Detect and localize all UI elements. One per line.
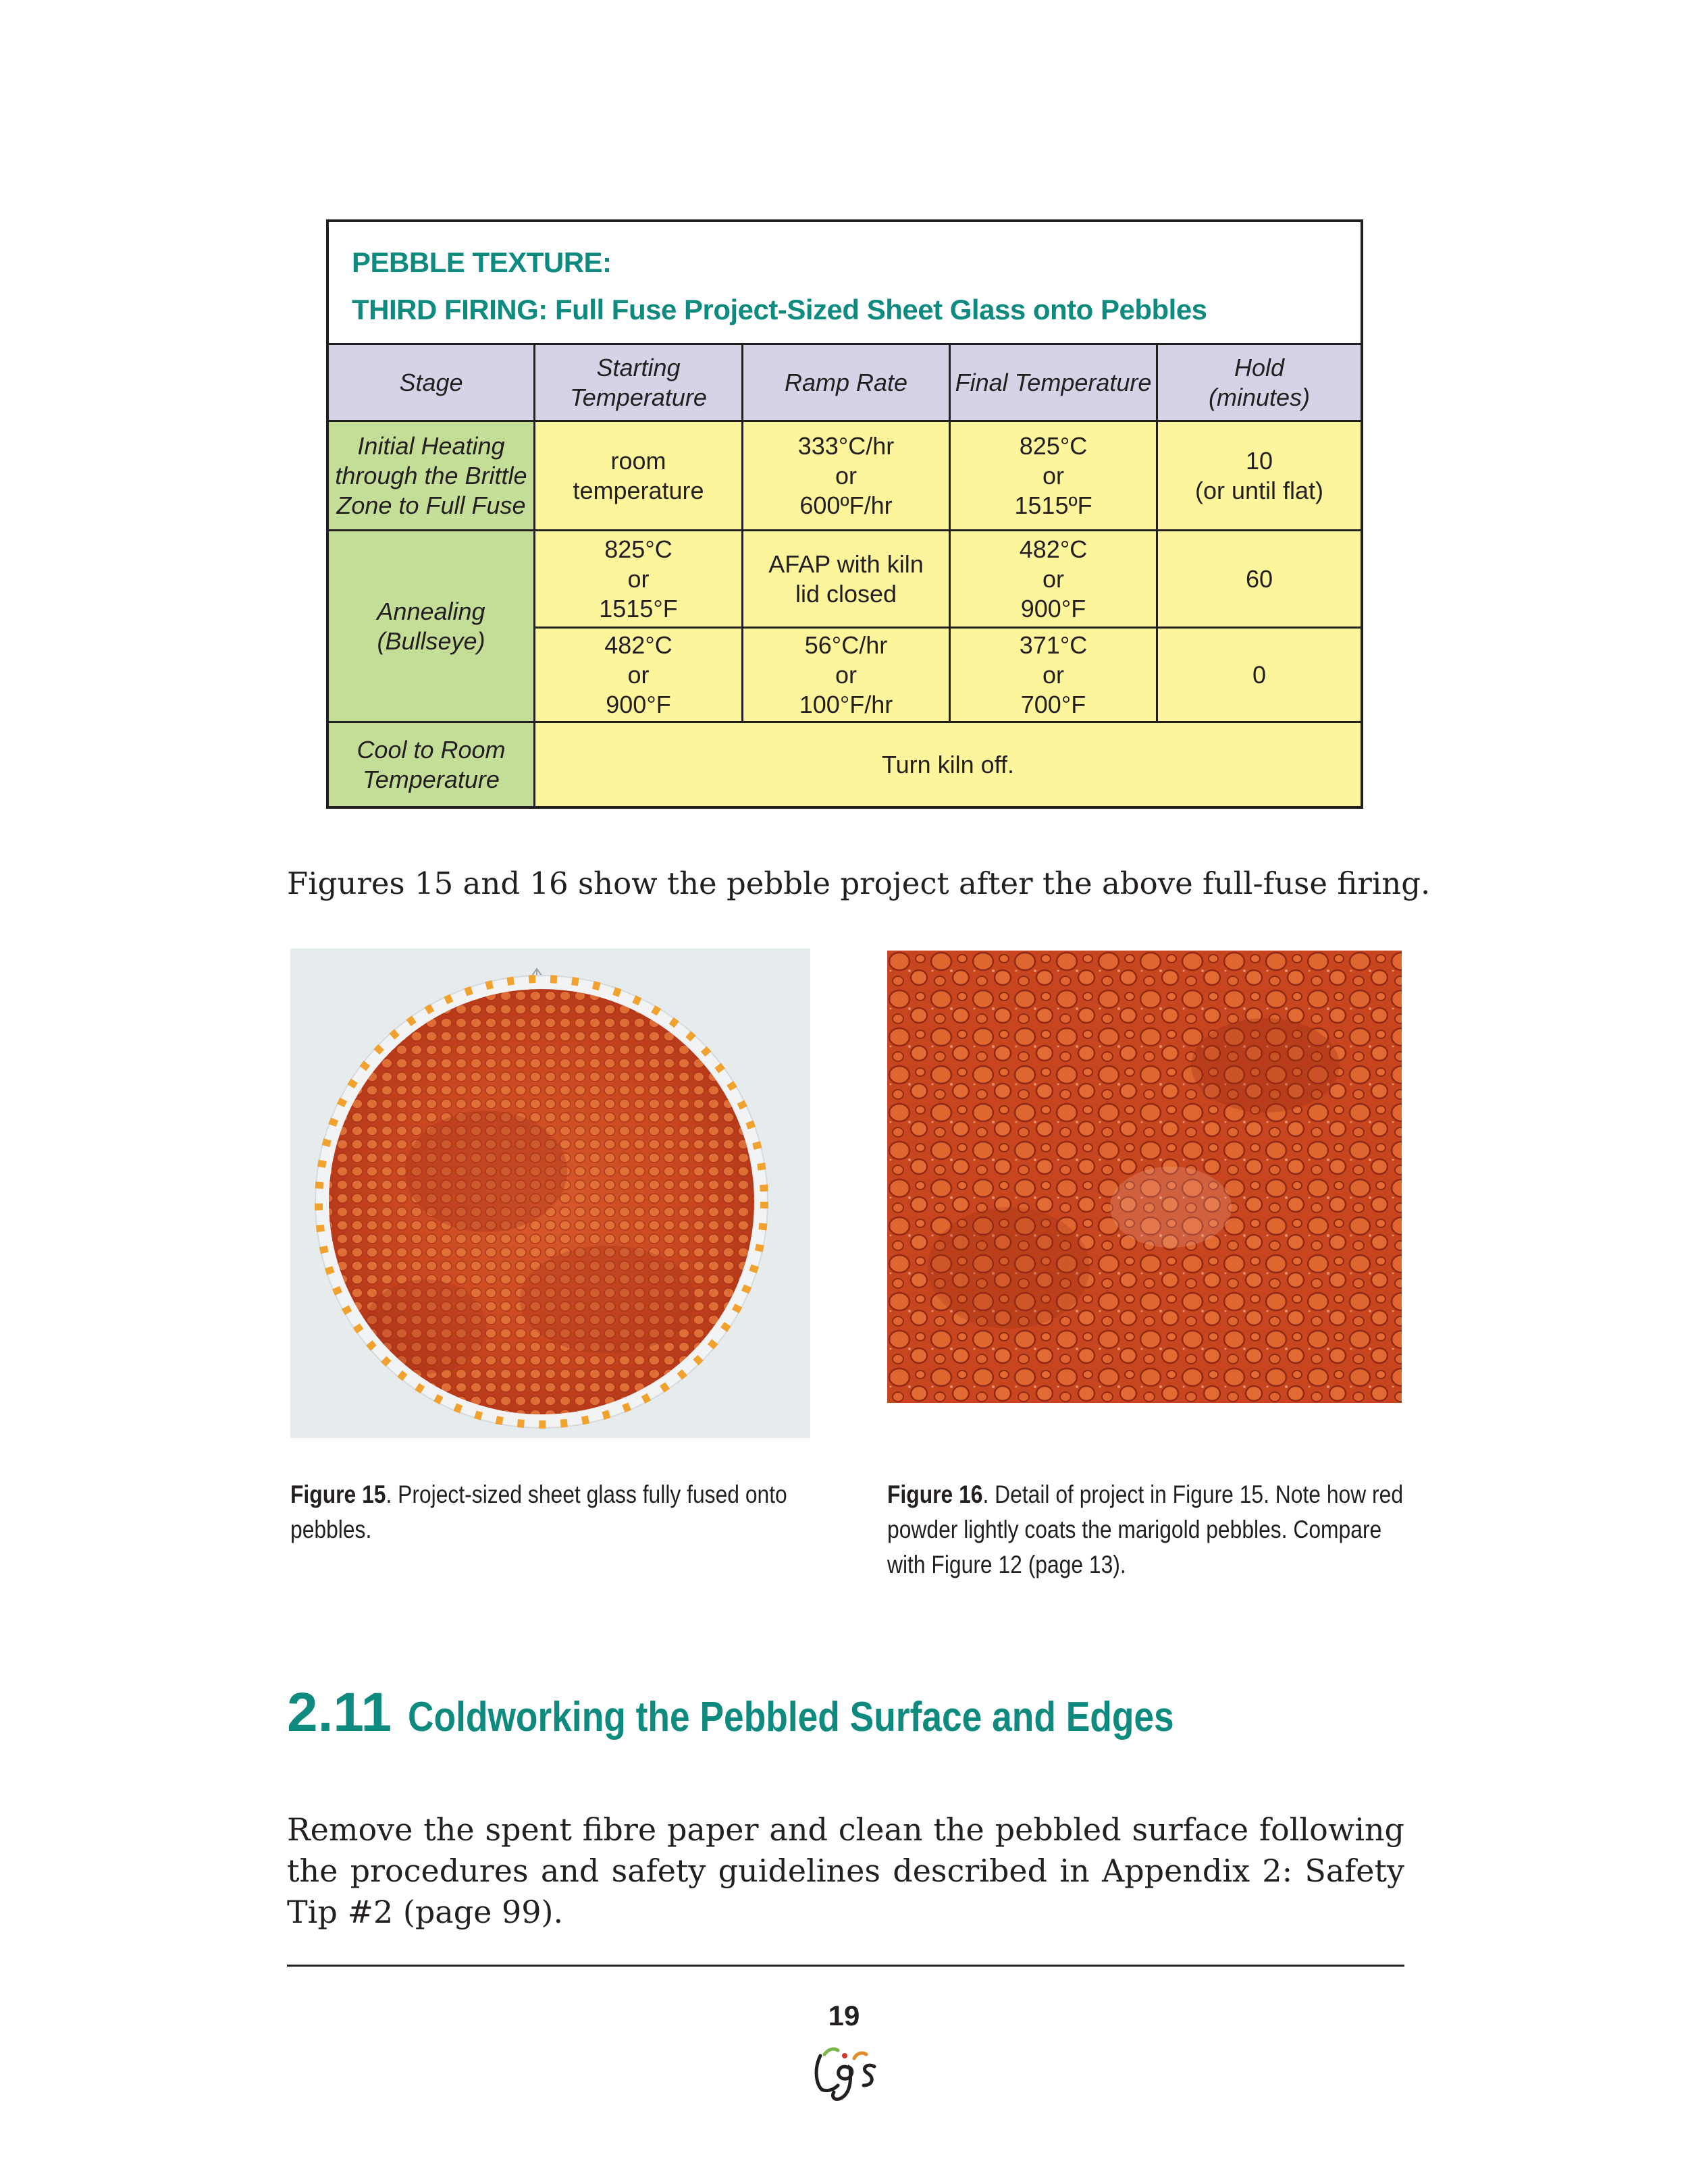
table-cell: AFAP with kiln lid closed <box>743 531 951 629</box>
footer-rule <box>287 1965 1404 1967</box>
table-cell: 825°C or 1515ºF <box>951 422 1158 531</box>
figure-16-image <box>887 951 1402 1403</box>
table-cell: 482°C or 900°F <box>535 629 743 723</box>
table-title-line2: THIRD FIRING: Full Fuse Project-Sized Sheet Glass onto Pebbles <box>352 294 1207 325</box>
fused-disc-photo <box>290 949 810 1438</box>
cool-action-cell: Turn kiln off. <box>535 723 1361 806</box>
figure-16-caption <box>887 1477 1410 1582</box>
body-paragraph: Remove the spent fibre paper and clean the pebbled surface following the procedures and safety guidelines described in Appendix 2: Safety Tip #2 (page 99). <box>287 1811 1404 1930</box>
figure-16-caption-text: . Detail of project in Figure 15. Note how red powder lightly coats the marigold pebbles. Compare with Figure 12 (page 13). <box>887 1481 1404 1578</box>
table-title-line1: PEBBLE TEXTURE: <box>352 246 612 278</box>
figure-15-caption-text: . Project-sized sheet glass fully fused onto pebbles. <box>290 1481 787 1543</box>
page-number: 19 <box>828 2000 860 2031</box>
stage-cool: Cool to Room Temperature <box>329 723 535 806</box>
table-title-box <box>329 222 1361 345</box>
figure-15-image <box>290 949 810 1438</box>
table-cell: 60 <box>1158 531 1361 629</box>
pebble-detail-photo <box>887 951 1402 1403</box>
table-cell: 825°C or 1515°F <box>535 531 743 629</box>
section-number: 2.11 <box>287 1682 392 1743</box>
table-cell: 482°C or 900°F <box>951 531 1158 629</box>
table-cell: 333°C/hr or 600ºF/hr <box>743 422 951 531</box>
header-hold: Hold (minutes) <box>1158 345 1361 422</box>
table-cell: 56°C/hr or 100°F/hr <box>743 629 951 723</box>
figure-16-label: Figure 16 <box>887 1481 983 1508</box>
firing-schedule-table <box>326 219 1363 809</box>
stage-annealing: Annealing (Bullseye) <box>329 531 535 723</box>
section-heading <box>287 1681 1299 1744</box>
header-ramp-rate: Ramp Rate <box>743 345 951 422</box>
figure-15-caption <box>290 1477 795 1547</box>
lgs-logo-icon <box>807 2042 888 2103</box>
publisher-logo <box>807 2042 888 2103</box>
header-final-temperature: Final Temperature <box>951 345 1158 422</box>
header-starting-temperature: Starting Temperature <box>535 345 743 422</box>
table-cell: 371°C or 700°F <box>951 629 1158 723</box>
intro-sentence: Figures 15 and 16 show the pebble project after the above full-fuse firing. <box>287 865 1431 901</box>
table-cell: 0 <box>1158 629 1361 723</box>
figure-15-label: Figure 15 <box>290 1481 386 1508</box>
header-stage: Stage <box>329 345 535 422</box>
table-cell: 10 (or until flat) <box>1158 422 1361 531</box>
section-title: Coldworking the Pebbled Surface and Edges <box>408 1694 1174 1740</box>
table-cell: room temperature <box>535 422 743 531</box>
stage-initial-heating: Initial Heating through the Brittle Zone to Full Fuse <box>329 422 535 531</box>
